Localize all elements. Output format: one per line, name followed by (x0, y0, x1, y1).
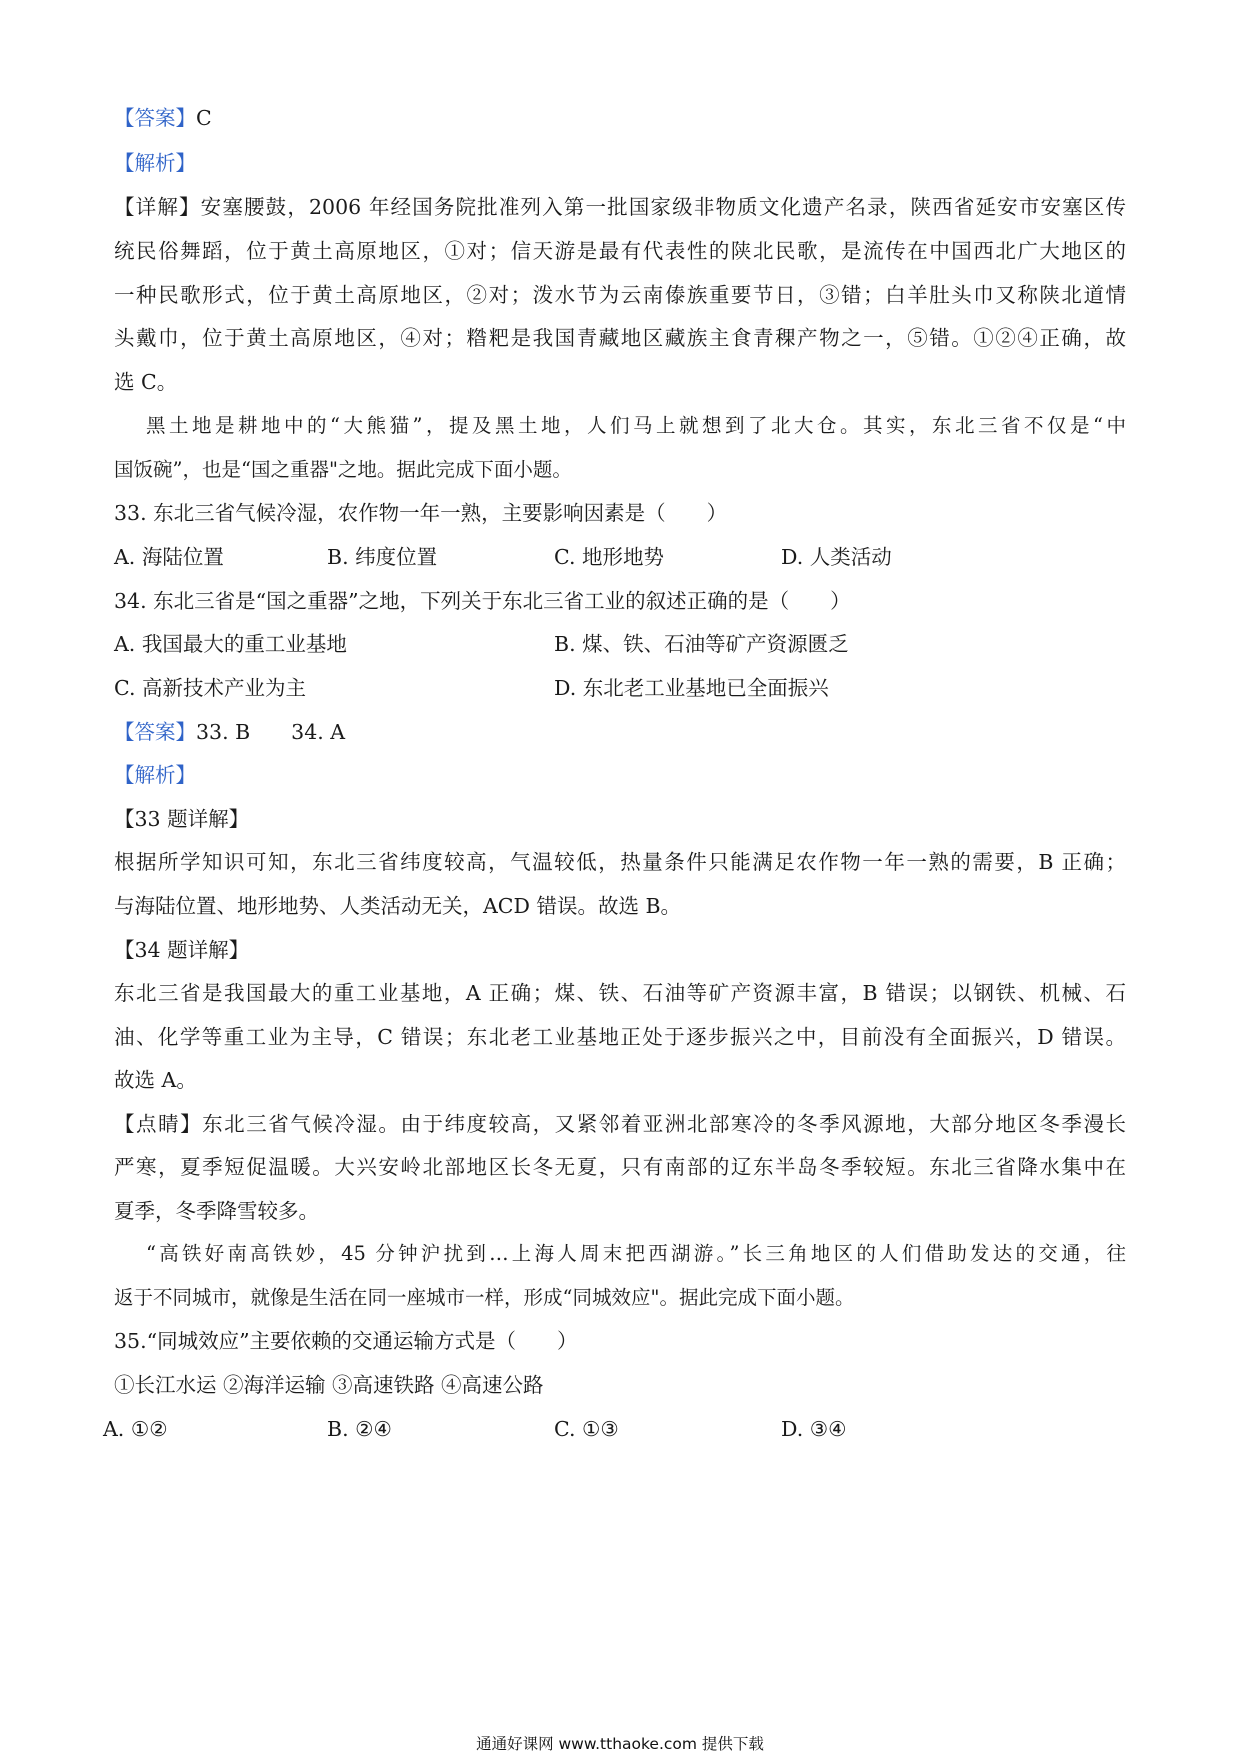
page-footer: 通通好课网 www.tthaoke.com 提供下载 (476, 1735, 764, 1753)
q34-option-a: A. 我国最大的重工业基地 (114, 632, 347, 656)
q33-stem: 33. 东北三省气候冷湿，农作物一年一熟，主要影响因素是（ ） (114, 501, 728, 525)
detail-line-1 (114, 193, 1126, 221)
detail-line-3: 一种民歌形式，位于黄土高原地区，②对；泼水节为云南傣族重要节日，③错；白羊肚头巾又称陕北道情 (114, 283, 1126, 307)
analysis2-tag: 【解析】 (114, 763, 196, 787)
answer-value: C (196, 106, 212, 130)
q33-option-c: C. 地形地势 (554, 545, 664, 569)
q33-option-d: D. 人类活动 (781, 545, 892, 569)
answer2-tag: 【答案】 (114, 720, 196, 744)
q34-option-d: D. 东北老工业基地已全面振兴 (554, 676, 829, 700)
q35-choices: ①长江水运 ②海洋运输 ③高速铁路 ④高速公路 (114, 1373, 544, 1397)
q33-option-a: A. 海陆位置 (114, 545, 224, 569)
q34-stem: 34. 东北三省是“国之重器”之地，下列关于东北三省工业的叙述正确的是（ ） (114, 589, 851, 613)
answer2-value: 33. B 34. A (196, 720, 346, 744)
passage2-line-1: “高铁好南高铁妙，45 分钟沪扰到…上海人周末把西湖游。”长三角地区的人们借助发达的交通，往 (146, 1242, 1126, 1265)
q34-detail-line-2: 油、化学等重工业为主导，C 错误；东北老工业基地正处于逐步振兴之中，目前没有全面振兴，D 错误。 (114, 1025, 1126, 1049)
q34-detail-title: 【34 题详解】 (114, 938, 250, 962)
tip-text: 东北三省气候冷湿。由于纬度较高，又紧邻着亚洲北部寒冷的冬季风源地，大部分地区冬季漫长 (202, 1112, 1127, 1136)
passage1-line-1: 黑土地是耕地中的“大熊猫”，提及黑土地，人们马上就想到了北大仓。其实，东北三省不仅是“中 (146, 414, 1126, 437)
q35-option-a: A. ①② (103, 1417, 168, 1441)
q35-option-c: C. ①③ (554, 1417, 619, 1441)
q34-option-b: B. 煤、铁、石油等矿产资源匮乏 (554, 632, 849, 656)
q33-option-b: B. 纬度位置 (327, 545, 438, 569)
q33-detail-title: 【33 题详解】 (114, 807, 250, 831)
q34-detail-line-1: 东北三省是我国最大的重工业基地，A 正确；煤、铁、石油等矿产资源丰富，B 错误；以钢铁、机械、石 (114, 981, 1126, 1005)
tip-line-2: 严寒，夏季短促温暖。大兴安岭北部地区长冬无夏，只有南部的辽东半岛冬季较短。东北三省降水集中在 (114, 1155, 1126, 1179)
tip-line-1 (114, 1110, 1126, 1138)
q34-detail-line-3: 故选 A。 (114, 1068, 197, 1092)
detail-line-2: 统民俗舞蹈，位于黄土高原地区，①对；信天游是最有代表性的陕北民歌，是流传在中国西北广大地区的 (114, 239, 1126, 263)
q35-stem: 35.“同城效应”主要依赖的交通运输方式是（ ） (114, 1329, 578, 1353)
analysis-tag: 【解析】 (114, 151, 196, 175)
q35-option-b: B. ②④ (327, 1417, 392, 1441)
detail-line-5: 选 C。 (114, 370, 178, 394)
tip-tag: 【点睛】 (114, 1112, 203, 1136)
answer-tag: 【答案】 (114, 106, 196, 130)
q35-option-d: D. ③④ (781, 1417, 847, 1441)
answer2-line (114, 718, 1126, 746)
q34-option-c: C. 高新技术产业为主 (114, 676, 306, 700)
q33-detail-line-1: 根据所学知识可知，东北三省纬度较高，气温较低，热量条件只能满足农作物一年一熟的需要，B 正确； (114, 850, 1126, 874)
passage2-line-2: 返于不同城市，就像是生活在同一座城市一样，形成“同城效应"。据此完成下面小题。 (114, 1286, 855, 1309)
tip-line-3: 夏季，冬季降雪较多。 (114, 1199, 319, 1223)
detail-tag: 【详解】 (114, 195, 201, 219)
answer-line (114, 104, 1126, 132)
q33-detail-line-2: 与海陆位置、地形地势、人类活动无关，ACD 错误。故选 B。 (114, 894, 682, 918)
passage1-line-2: 国饭碗”，也是“国之重器"之地。据此完成下面小题。 (114, 458, 572, 481)
detail-line-4: 头戴巾，位于黄土高原地区，④对；糌粑是我国青藏地区藏族主食青稞产物之一，⑤错。①②④正确，故 (114, 326, 1126, 350)
detail-text: 安塞腰鼓，2006 年经国务院批准列入第一批国家级非物质文化遗产名录，陕西省延安市安塞区传 (200, 195, 1127, 219)
